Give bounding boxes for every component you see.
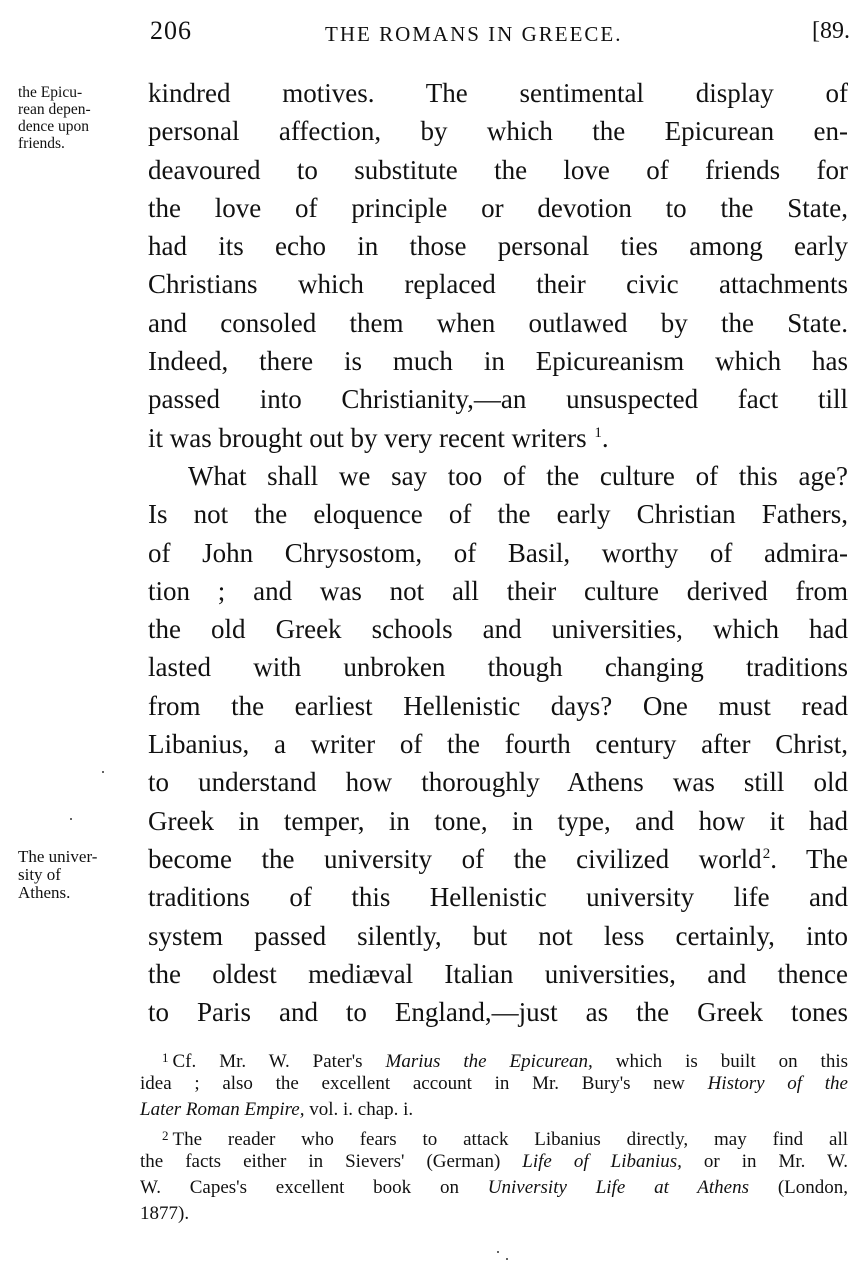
body-line: the love of principle or devotion to the State, [148, 192, 848, 223]
print-speck [497, 1251, 499, 1253]
footnote-text: idea ; also the excellent account in Mr. Bury's new [140, 1073, 708, 1094]
body-line: the oldest mediæval Italian universities, and thence [148, 958, 848, 989]
body-line: and consoled them when outlawed by the State. [148, 307, 848, 338]
footnotes [140, 1045, 848, 1227]
side-note-line: friends. [18, 135, 65, 152]
body-line: Indeed, there is much in Epicureanism which has [148, 346, 848, 377]
body-line: personal affection, by which the Epicurean en- [148, 116, 848, 147]
body-line [148, 419, 848, 457]
side-note-line: the Epicu- [18, 84, 83, 101]
book-title: University Life at Athens [487, 1177, 750, 1198]
footnote-1 [140, 1045, 848, 1071]
footnote-ref-2[interactable]: 2 [762, 845, 771, 862]
footnote-ref-1[interactable]: 1 [594, 424, 602, 441]
footnote-1-line [140, 1097, 848, 1123]
body-line [148, 840, 848, 878]
body-line: Christians which replaced their civic attachments [148, 269, 848, 300]
body-line: lasted with unbroken though changing traditions [148, 652, 848, 683]
footnote-text: (London, [749, 1177, 848, 1198]
footnote-text: the facts either in Sievers' (German) [140, 1151, 523, 1172]
body-line: had its echo in those personal ties among early [148, 231, 848, 262]
side-note-line: sity of [18, 865, 61, 884]
body-line-tail: . [601, 422, 609, 453]
footnote-text: The reader who fears to attack Libanius directly, may find all [172, 1129, 848, 1150]
body-line: Is not the eloquence of the early Christian Fathers, [148, 499, 848, 530]
page-number: 206 [150, 16, 192, 45]
side-note-epicurean [18, 84, 142, 152]
body-line: deavoured to substitute the love of friends for [148, 154, 848, 185]
footnote-2-line [140, 1149, 848, 1175]
footnote-marker: 1 [162, 1050, 169, 1065]
body-line: of John Chrysostom, of Basil, worthy of admira- [148, 537, 848, 568]
book-title: Life of Libanius, [522, 1151, 682, 1172]
body-line: the old Greek schools and universities, which had [148, 614, 848, 645]
side-note-line: rean depen- [18, 101, 91, 118]
footnote-2-line [140, 1175, 848, 1201]
body-line-text: it was brought out by very recent writers [148, 422, 587, 453]
side-note-university [18, 848, 142, 902]
running-head [0, 16, 868, 50]
body-line: kindred motives. The sentimental display of [148, 78, 848, 108]
body-line-tail: . The [770, 843, 848, 874]
section-number: [89. [812, 18, 850, 44]
print-speck [102, 771, 104, 773]
book-title: Later Roman Empire, [140, 1099, 305, 1120]
print-speck [506, 1258, 508, 1260]
footnote-text: Cf. Mr. W. Pater's [172, 1051, 386, 1072]
side-note-line: The univer- [18, 847, 98, 866]
footnote-text: W. Capes's excellent book on [140, 1177, 488, 1198]
body-line: traditions of this Hellenistic university life and [148, 882, 848, 913]
footnote-2 [140, 1123, 848, 1149]
body-line: tion ; and was not all their culture derived from [148, 575, 848, 606]
body-line: to understand how thoroughly Athens was still old [148, 767, 848, 798]
body-line: Greek in temper, in tone, in type, and how it had [148, 805, 848, 836]
body-line: to Paris and to England,—just as the Greek tones [148, 997, 848, 1028]
running-title: THE ROMANS IN GREECE. [325, 22, 623, 46]
body-line: system passed silently, but not less certainly, into [148, 920, 848, 951]
footnote-text: vol. i. chap. i. [304, 1099, 414, 1120]
print-speck [70, 818, 72, 820]
side-note-line: Athens. [18, 883, 71, 902]
body-line-text: become the university of the civilized world [148, 843, 762, 874]
book-title: Marius the Epicurean, [385, 1051, 593, 1072]
body-line: Libanius, a writer of the fourth century after Christ, [148, 729, 848, 760]
body-line: What shall we say too of the culture of this age? [188, 460, 848, 491]
body-text [148, 74, 848, 1031]
footnote-text: which is built on this [592, 1051, 849, 1072]
footnote-1-line [140, 1071, 848, 1097]
side-note-line: dence upon [18, 118, 90, 135]
footnote-2-line: 1877). [140, 1203, 190, 1224]
body-line: passed into Christianity,—an unsuspected fact till [148, 384, 848, 415]
footnote-marker: 2 [162, 1128, 169, 1143]
book-title: History of the [707, 1073, 848, 1094]
footnote-text: or in Mr. W. [681, 1151, 849, 1172]
body-line: from the earliest Hellenistic days? One must read [148, 690, 848, 721]
